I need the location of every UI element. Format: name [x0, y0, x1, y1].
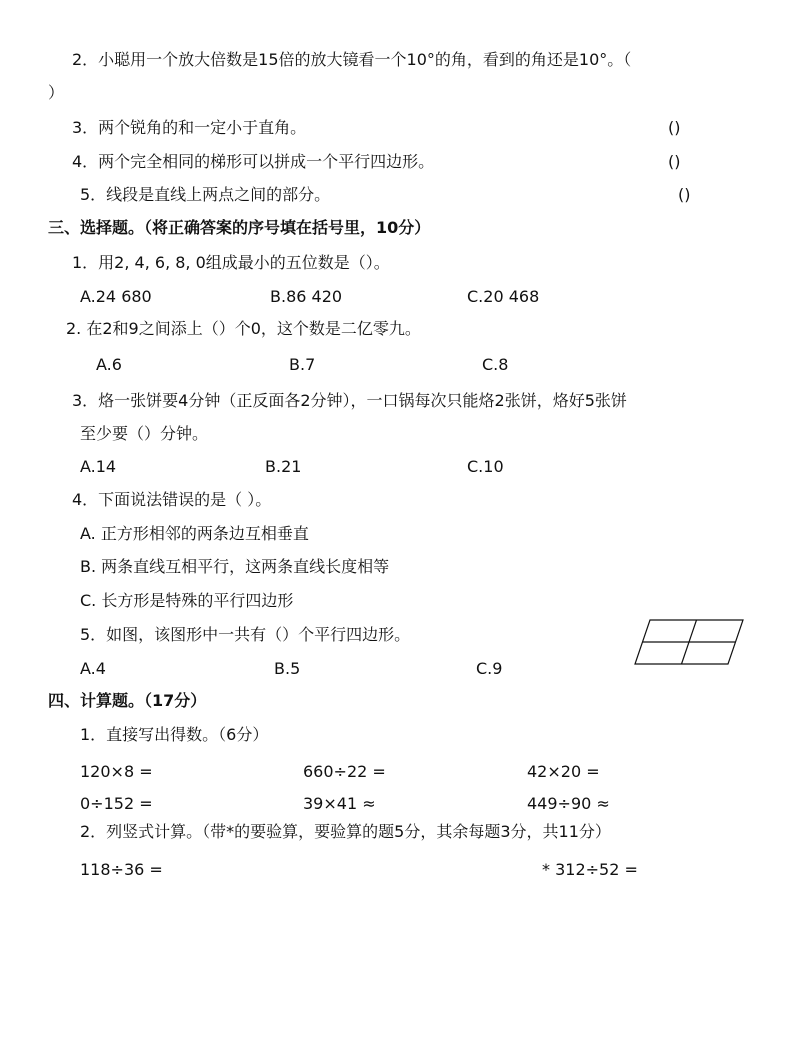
choice-q3-option-a: A.14 [80, 457, 117, 476]
calc-row1-item1: 120×8 = [80, 762, 153, 781]
calc-row2-item2: 39×41 ≈ [303, 794, 376, 813]
judge-q5-answer-paren[interactable]: () [678, 185, 691, 204]
choice-q1: 1．用2, 4, 6, 8, 0组成最小的五位数是（）。 [72, 253, 390, 272]
calc-row2-item3: 449÷90 ≈ [527, 794, 610, 813]
calc-row1-item3: 42×20 = [527, 762, 600, 781]
choice-q3-option-c: C.10 [467, 457, 504, 476]
calc-row1-item2: 660÷22 = [303, 762, 386, 781]
judge-q5: 5．线段是直线上两点之间的部分。 [80, 185, 331, 204]
choice-q2-option-c: C.8 [482, 355, 509, 374]
parallelogram-figure [632, 617, 746, 667]
choice-q4-option-a: A. 正方形相邻的两条边互相垂直 [80, 524, 309, 543]
choice-q2-option-b: B.7 [289, 355, 316, 374]
choice-q1-option-a: A.24 680 [80, 287, 152, 306]
choice-q2-option-a: A.6 [96, 355, 122, 374]
choice-q4-option-b: B. 两条直线互相平行，这两条直线长度相等 [80, 557, 390, 576]
judge-q2-line2: ） [48, 83, 65, 102]
choice-q5-option-b: B.5 [274, 659, 301, 678]
choice-q3-line2: 至少要（）分钟。 [80, 424, 209, 443]
judge-q3-answer-paren[interactable]: () [668, 118, 681, 137]
choice-q4: 4．下面说法错误的是（ ）。 [72, 490, 272, 509]
choice-heading: 三、选择题。（将正确答案的序号填在括号里，10分） [48, 218, 431, 237]
calc-q1: 1．直接写出得数。（6分） [80, 725, 269, 744]
judge-q3: 3．两个锐角的和一定小于直角。 [72, 118, 307, 137]
judge-q4: 4．两个完全相同的梯形可以拼成一个平行四边形。 [72, 152, 435, 171]
choice-q3-option-b: B.21 [265, 457, 302, 476]
choice-q5-option-c: C.9 [476, 659, 503, 678]
choice-q1-option-c: C.20 468 [467, 287, 540, 306]
judge-q4-answer-paren[interactable]: () [668, 152, 681, 171]
choice-q2: 2. 在2和9之间添上（）个0，这个数是二亿零九。 [66, 319, 421, 338]
calc-row3-item2: * 312÷52 = [542, 860, 638, 879]
calc-heading: 四、计算题。（17分） [48, 691, 207, 710]
calc-row3-item1: 118÷36 = [80, 860, 163, 879]
judge-q2-line1: 2．小聪用一个放大倍数是15倍的放大镜看一个10°的角，看到的角还是10°。（ [72, 50, 632, 69]
choice-q5: 5．如图，该图形中一共有（）个平行四边形。 [80, 625, 411, 644]
choice-q1-option-b: B.86 420 [270, 287, 343, 306]
choice-q5-option-a: A.4 [80, 659, 106, 678]
calc-row2-item1: 0÷152 = [80, 794, 153, 813]
calc-q2: 2．列竖式计算。（带*的要验算，要验算的题5分，其余每题3分，共11分） [80, 822, 611, 841]
choice-q3-line1: 3．烙一张饼要4分钟（正反面各2分钟），一口锅每次只能烙2张饼，烙好5张饼 [72, 391, 627, 410]
choice-q4-option-c: C. 长方形是特殊的平行四边形 [80, 591, 294, 610]
